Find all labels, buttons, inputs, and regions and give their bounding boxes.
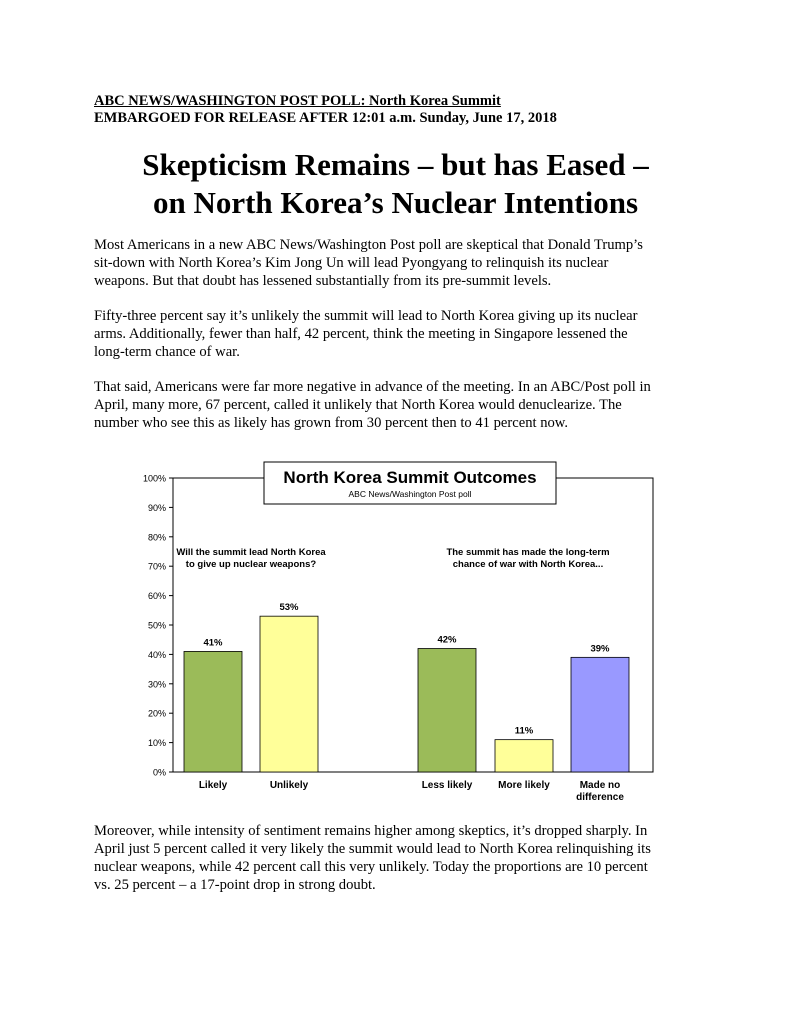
group-question-line: The summit has made the long-term [446, 547, 610, 558]
poll-header [94, 93, 714, 127]
poll-header-title: ABC NEWS/WASHINGTON POST POLL: North Korea Summit [94, 93, 501, 109]
bar-value-label: 39% [590, 643, 610, 655]
paragraph-line: number who see this as likely has grown from 30 percent then to 41 percent now. [94, 415, 569, 431]
paragraph-line: vs. 25 percent – a 17-point drop in strong doubt. [94, 877, 376, 893]
group-question-line: to give up nuclear weapons? [185, 559, 317, 570]
paragraph-line: Fifty-three percent say it’s unlikely the summit will lead to North Korea giving up its nuclear [94, 308, 638, 324]
y-tick-label: 90% [147, 502, 166, 513]
x-category-label: difference [576, 792, 624, 803]
y-tick-label: 20% [147, 708, 166, 719]
y-tick-label: 50% [147, 620, 166, 631]
paragraph-line: weapons. But that doubt has lessened substantially from its pre-summit levels. [94, 273, 552, 289]
paragraph-april-comparison [94, 378, 706, 432]
paragraph-intensity [94, 822, 706, 894]
bar [260, 616, 318, 772]
x-category-label: Less likely [421, 780, 473, 791]
bar [495, 740, 553, 772]
y-tick-label: 0% [152, 767, 166, 778]
paragraph-line: That said, Americans were far more negative in advance of the meeting. In an ABC/Post poll in [94, 379, 651, 395]
paragraph-line: Moreover, while intensity of sentiment remains higher among skeptics, it’s dropped sharply. In [94, 823, 648, 839]
group-question-line: chance of war with North Korea... [452, 559, 604, 570]
bar-value-label: 41% [203, 637, 223, 649]
paragraph-line: long-term chance of war. [94, 344, 240, 360]
y-tick-label: 70% [147, 561, 166, 572]
x-category-label: More likely [498, 780, 550, 791]
paragraph-line: Most Americans in a new ABC News/Washington Post poll are skeptical that Donald Trump’s [94, 237, 643, 253]
y-tick-label: 60% [147, 591, 166, 602]
bar-value-label: 11% [514, 725, 534, 737]
y-tick-label: 30% [147, 679, 166, 690]
page-title-line-1: Skepticism Remains – but has Eased – [142, 147, 649, 182]
y-tick-label: 100% [142, 473, 166, 484]
summit-outcomes-chart [128, 458, 668, 808]
y-tick-label: 80% [147, 532, 166, 543]
x-category-label: Made no [579, 780, 621, 791]
paragraph-fifty-three [94, 307, 706, 361]
chart-title: North Korea Summit Outcomes [283, 468, 537, 487]
paragraph-line: arms. Additionally, fewer than half, 42 percent, think the meeting in Singapore lessened the [94, 326, 628, 342]
paragraph-intro [94, 236, 706, 290]
paragraph-line: sit-down with North Korea’s Kim Jong Un will lead Pyongyang to relinquish its nuclear [94, 255, 609, 271]
bar [418, 649, 476, 772]
y-tick-label: 40% [147, 649, 166, 660]
paragraph-line: April just 5 percent called it very likely the summit would lead to North Korea relinquishing its [94, 841, 651, 857]
y-tick-label: 10% [147, 738, 166, 749]
paragraph-line: nuclear weapons, while 42 percent call this very unlikely. Today the proportions are 10 percent [94, 859, 648, 875]
page-title-line-2: on North Korea’s Nuclear Intentions [152, 185, 639, 220]
x-category-label: Likely [198, 780, 228, 791]
x-category-label: Unlikely [269, 780, 309, 791]
bar [184, 651, 242, 772]
group-question-line: Will the summit lead North Korea [176, 547, 326, 558]
bar-value-label: 42% [437, 634, 457, 646]
paragraph-line: April, many more, 67 percent, called it unlikely that North Korea would denuclearize. The [94, 397, 622, 413]
bar [571, 657, 629, 772]
chart-subtitle: ABC News/Washington Post poll [348, 489, 472, 499]
page-title [0, 146, 791, 222]
chart-svg [128, 458, 668, 808]
bar-value-label: 53% [279, 602, 299, 614]
embargo-notice: EMBARGOED FOR RELEASE AFTER 12:01 a.m. Sunday, June 17, 2018 [94, 110, 557, 126]
